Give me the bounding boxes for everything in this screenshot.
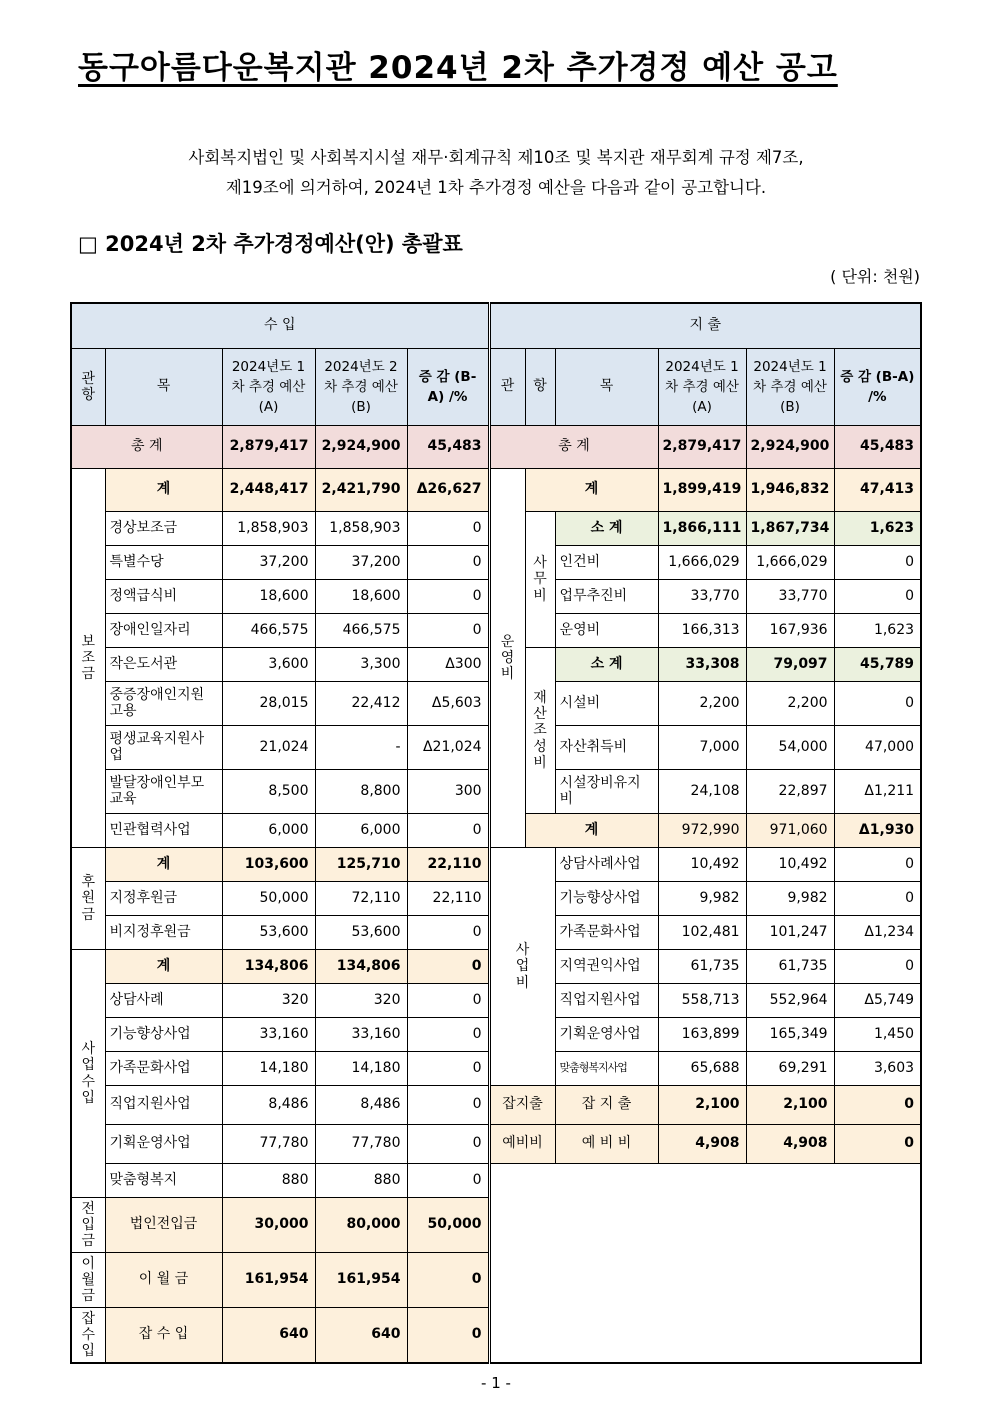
expense-row-b: 54,000	[746, 726, 834, 770]
expense-row-b: 2,200	[746, 682, 834, 726]
subsidy-sum-a: 2,448,417	[222, 469, 315, 512]
income-row-b: 880	[315, 1164, 407, 1198]
income-row-label: 장애인일자리	[105, 614, 222, 648]
income-row-label: 상담사례	[105, 984, 222, 1018]
expense-row-diff: Δ1,234	[834, 916, 921, 950]
carryover-label: 이 월 금	[105, 1253, 222, 1308]
business-income-sum-diff: 0	[407, 950, 489, 984]
expense-row-a: 558,713	[658, 984, 746, 1018]
income-row-label: 기능향상사업	[105, 1018, 222, 1052]
business-sum-b: 971,060	[746, 814, 834, 848]
income-header: 수 입	[71, 303, 489, 349]
income-row-diff: 0	[407, 1086, 489, 1125]
expense-row-label: 인건비	[555, 546, 658, 580]
income-row-b: 53,600	[315, 916, 407, 950]
expense-row-label: 운영비	[555, 614, 658, 648]
income-row-a: 466,575	[222, 614, 315, 648]
income-row-label: 경상보조금	[105, 512, 222, 546]
expense-misc-b: 2,100	[746, 1086, 834, 1125]
income-group-donation: 후원금	[71, 848, 105, 950]
office-subtotal-b: 1,867,734	[746, 512, 834, 546]
business-income-sum-label: 계	[105, 950, 222, 984]
expense-row-b: 165,349	[746, 1018, 834, 1052]
income-row-label: 중증장애인지원고용	[105, 682, 222, 726]
expense-hang-property: 재산조성비	[525, 648, 555, 814]
income-row-a: 37,200	[222, 546, 315, 580]
income-row-a: 33,160	[222, 1018, 315, 1052]
section-title: □ 2024년 2차 추가경정예산(안) 총괄표	[78, 232, 463, 256]
income-row-a: 8,486	[222, 1086, 315, 1125]
income-row-a: 77,780	[222, 1125, 315, 1164]
expense-row-diff: Δ5,749	[834, 984, 921, 1018]
unit-label: ( 단위: 천원)	[830, 267, 920, 286]
income-group-business: 사업수입	[71, 950, 105, 1198]
income-row-label: 기획운영사업	[105, 1125, 222, 1164]
transfer-label: 법인전입금	[105, 1198, 222, 1253]
expense-row-diff: 0	[834, 950, 921, 984]
operation-sum-a: 1,899,419	[658, 469, 746, 512]
income-row-a: 14,180	[222, 1052, 315, 1086]
income-row-a: 28,015	[222, 682, 315, 726]
income-row-b: 18,600	[315, 580, 407, 614]
expense-reserve-a: 4,908	[658, 1125, 746, 1164]
expense-row-a: 163,899	[658, 1018, 746, 1052]
income-total-a: 2,879,417	[222, 426, 315, 469]
income-row-diff: 0	[407, 512, 489, 546]
donation-sum-diff: 22,110	[407, 848, 489, 882]
income-col-gwan-hang: 관항	[71, 349, 105, 426]
expense-row-b: 167,936	[746, 614, 834, 648]
intro-line-1: 사회복지법인 및 사회복지시설 재무‧회계규칙 제10조 및 복지관 재무회계 규정 제7조,	[188, 148, 804, 167]
expense-col-hang: 항	[525, 349, 555, 426]
business-sum-label: 계	[525, 814, 658, 848]
budget-summary-table	[70, 302, 922, 1364]
income-row-b: 320	[315, 984, 407, 1018]
office-subtotal-a: 1,866,111	[658, 512, 746, 546]
income-row-a: 8,500	[222, 770, 315, 814]
expense-row-label: 상담사례사업	[555, 848, 658, 882]
donation-sum-b: 125,710	[315, 848, 407, 882]
income-row-b: 8,800	[315, 770, 407, 814]
budget-summary-table-wrapper	[70, 302, 922, 1364]
income-col-diff: 증 감 (B-A) /%	[407, 349, 489, 426]
income-row-label: 직업지원사업	[105, 1086, 222, 1125]
income-row-diff: Δ21,024	[407, 726, 489, 770]
expense-row-diff: 3,603	[834, 1052, 921, 1086]
business-sum-a: 972,990	[658, 814, 746, 848]
income-row-label: 맞춤형복지	[105, 1164, 222, 1198]
property-subtotal-b: 79,097	[746, 648, 834, 682]
expense-row-diff: 1,623	[834, 614, 921, 648]
expense-total-b: 2,924,900	[746, 426, 834, 469]
expense-row-label: 가족문화사업	[555, 916, 658, 950]
expense-row-label: 업무추진비	[555, 580, 658, 614]
misc-income-b: 640	[315, 1308, 407, 1364]
business-sum-diff: Δ1,930	[834, 814, 921, 848]
property-subtotal-diff: 45,789	[834, 648, 921, 682]
income-row-a: 880	[222, 1164, 315, 1198]
expense-header: 지 출	[489, 303, 921, 349]
income-row-b: 33,160	[315, 1018, 407, 1052]
business-income-sum-a: 134,806	[222, 950, 315, 984]
income-row-b: 37,200	[315, 546, 407, 580]
income-row-label: 작은도서관	[105, 648, 222, 682]
income-row-b: 3,300	[315, 648, 407, 682]
business-income-sum-b: 134,806	[315, 950, 407, 984]
income-row-b: -	[315, 726, 407, 770]
income-row-diff: 300	[407, 770, 489, 814]
income-row-a: 320	[222, 984, 315, 1018]
income-row-label: 평생교육지원사업	[105, 726, 222, 770]
intro-text	[70, 143, 922, 203]
income-col-mok: 목	[105, 349, 222, 426]
expense-row-diff: 0	[834, 882, 921, 916]
expense-col-gwan: 관	[489, 349, 525, 426]
expense-row-label: 기획운영사업	[555, 1018, 658, 1052]
office-subtotal-diff: 1,623	[834, 512, 921, 546]
income-row-diff: 0	[407, 580, 489, 614]
expense-row-a: 33,770	[658, 580, 746, 614]
income-row-diff: 0	[407, 1125, 489, 1164]
expense-reserve-label: 예 비 비	[555, 1125, 658, 1164]
income-total-b: 2,924,900	[315, 426, 407, 469]
expense-gwan-operation: 운영비	[489, 469, 525, 848]
expense-col-a: 2024년도 1차 추경 예산(A)	[658, 349, 746, 426]
income-row-a: 50,000	[222, 882, 315, 916]
page-title: 동구아름다운복지관 2024년 2차 추가경정 예산 공고	[78, 50, 838, 86]
expense-row-a: 2,200	[658, 682, 746, 726]
income-row-a: 53,600	[222, 916, 315, 950]
income-row-label: 민관협력사업	[105, 814, 222, 848]
expense-row-diff: 47,000	[834, 726, 921, 770]
income-row-label: 지정후원금	[105, 882, 222, 916]
expense-gwan-reserve: 예비비	[489, 1125, 555, 1164]
transfer-b: 80,000	[315, 1198, 407, 1253]
income-row-diff: 0	[407, 814, 489, 848]
expense-row-diff: 0	[834, 682, 921, 726]
expense-row-diff: 0	[834, 580, 921, 614]
expense-row-a: 10,492	[658, 848, 746, 882]
expense-total-label: 총 계	[489, 426, 658, 469]
income-row-diff: Δ5,603	[407, 682, 489, 726]
transfer-diff: 50,000	[407, 1198, 489, 1253]
expense-row-label: 기능향상사업	[555, 882, 658, 916]
office-subtotal-label: 소 계	[555, 512, 658, 546]
income-row-a: 18,600	[222, 580, 315, 614]
expense-row-b: 552,964	[746, 984, 834, 1018]
expense-row-b: 1,666,029	[746, 546, 834, 580]
income-row-b: 22,412	[315, 682, 407, 726]
expense-row-a: 9,982	[658, 882, 746, 916]
page-number: - 1 -	[481, 1374, 511, 1392]
expense-reserve-diff: 0	[834, 1125, 921, 1164]
carryover-b: 161,954	[315, 1253, 407, 1308]
income-group-misc: 잡수입	[71, 1308, 105, 1364]
expense-gwan-misc: 잡지출	[489, 1086, 555, 1125]
income-row-diff: 22,110	[407, 882, 489, 916]
expense-misc-diff: 0	[834, 1086, 921, 1125]
income-col-a: 2024년도 1차 추경 예산(A)	[222, 349, 315, 426]
expense-col-diff: 증 감 (B-A) /%	[834, 349, 921, 426]
expense-row-label: 맞춤형복지사업	[555, 1052, 658, 1086]
income-row-label: 특별수당	[105, 546, 222, 580]
transfer-a: 30,000	[222, 1198, 315, 1253]
expense-row-a: 24,108	[658, 770, 746, 814]
income-col-b: 2024년도 2차 추경 예산(B)	[315, 349, 407, 426]
donation-sum-label: 계	[105, 848, 222, 882]
expense-col-b: 2024년도 1차 추경 예산(B)	[746, 349, 834, 426]
operation-sum-diff: 47,413	[834, 469, 921, 512]
income-row-b: 1,858,903	[315, 512, 407, 546]
income-row-diff: 0	[407, 984, 489, 1018]
income-row-b: 77,780	[315, 1125, 407, 1164]
expense-row-a: 7,000	[658, 726, 746, 770]
income-group-subsidy: 보조금	[71, 469, 105, 848]
income-group-transfer: 전입금	[71, 1198, 105, 1253]
property-subtotal-a: 33,308	[658, 648, 746, 682]
expense-row-diff: 1,450	[834, 1018, 921, 1052]
intro-line-2: 제19조에 의거하여, 2024년 1차 추가경정 예산을 다음과 같이 공고합니다.	[225, 178, 767, 197]
expense-row-a: 65,688	[658, 1052, 746, 1086]
carryover-a: 161,954	[222, 1253, 315, 1308]
income-row-b: 466,575	[315, 614, 407, 648]
income-total-diff: 45,483	[407, 426, 489, 469]
income-row-b: 6,000	[315, 814, 407, 848]
expense-total-a: 2,879,417	[658, 426, 746, 469]
expense-row-b: 33,770	[746, 580, 834, 614]
misc-income-diff: 0	[407, 1308, 489, 1364]
expense-row-a: 61,735	[658, 950, 746, 984]
income-row-diff: Δ300	[407, 648, 489, 682]
expense-total-diff: 45,483	[834, 426, 921, 469]
income-row-diff: 0	[407, 916, 489, 950]
misc-income-a: 640	[222, 1308, 315, 1364]
income-row-diff: 0	[407, 1164, 489, 1198]
expense-misc-a: 2,100	[658, 1086, 746, 1125]
expense-row-label: 시설비	[555, 682, 658, 726]
expense-reserve-b: 4,908	[746, 1125, 834, 1164]
expense-row-label: 자산취득비	[555, 726, 658, 770]
expense-row-b: 22,897	[746, 770, 834, 814]
expense-row-b: 61,735	[746, 950, 834, 984]
expense-row-a: 1,666,029	[658, 546, 746, 580]
donation-sum-a: 103,600	[222, 848, 315, 882]
expense-row-a: 166,313	[658, 614, 746, 648]
income-row-diff: 0	[407, 1018, 489, 1052]
income-row-label: 가족문화사업	[105, 1052, 222, 1086]
income-row-b: 14,180	[315, 1052, 407, 1086]
income-row-diff: 0	[407, 546, 489, 580]
expense-row-a: 102,481	[658, 916, 746, 950]
income-row-b: 8,486	[315, 1086, 407, 1125]
operation-sum-label: 계	[525, 469, 658, 512]
income-row-diff: 0	[407, 1052, 489, 1086]
income-row-label: 비지정후원금	[105, 916, 222, 950]
expense-row-label: 시설장비유지비	[555, 770, 658, 814]
expense-row-b: 69,291	[746, 1052, 834, 1086]
expense-row-diff: 0	[834, 848, 921, 882]
income-row-a: 3,600	[222, 648, 315, 682]
income-row-label: 정액급식비	[105, 580, 222, 614]
income-row-a: 1,858,903	[222, 512, 315, 546]
expense-row-b: 9,982	[746, 882, 834, 916]
income-row-diff: 0	[407, 614, 489, 648]
expense-gwan-business: 사업비	[489, 848, 555, 1086]
expense-row-b: 10,492	[746, 848, 834, 882]
misc-income-label: 잡 수 입	[105, 1308, 222, 1364]
operation-sum-b: 1,946,832	[746, 469, 834, 512]
income-group-carryover: 이월금	[71, 1253, 105, 1308]
expense-row-diff: Δ1,211	[834, 770, 921, 814]
property-subtotal-label: 소 계	[555, 648, 658, 682]
expense-empty-area	[489, 1164, 921, 1364]
income-row-a: 21,024	[222, 726, 315, 770]
subsidy-sum-b: 2,421,790	[315, 469, 407, 512]
subsidy-sum-label: 계	[105, 469, 222, 512]
expense-row-diff: 0	[834, 546, 921, 580]
subsidy-sum-diff: Δ26,627	[407, 469, 489, 512]
expense-hang-office: 사무비	[525, 512, 555, 648]
expense-row-label: 지역권익사업	[555, 950, 658, 984]
carryover-diff: 0	[407, 1253, 489, 1308]
expense-row-b: 101,247	[746, 916, 834, 950]
expense-misc-label: 잡 지 출	[555, 1086, 658, 1125]
income-row-b: 72,110	[315, 882, 407, 916]
expense-col-mok: 목	[555, 349, 658, 426]
income-total-label: 총 계	[71, 426, 222, 469]
expense-row-label: 직업지원사업	[555, 984, 658, 1018]
income-row-a: 6,000	[222, 814, 315, 848]
income-row-label: 발달장애인부모교육	[105, 770, 222, 814]
